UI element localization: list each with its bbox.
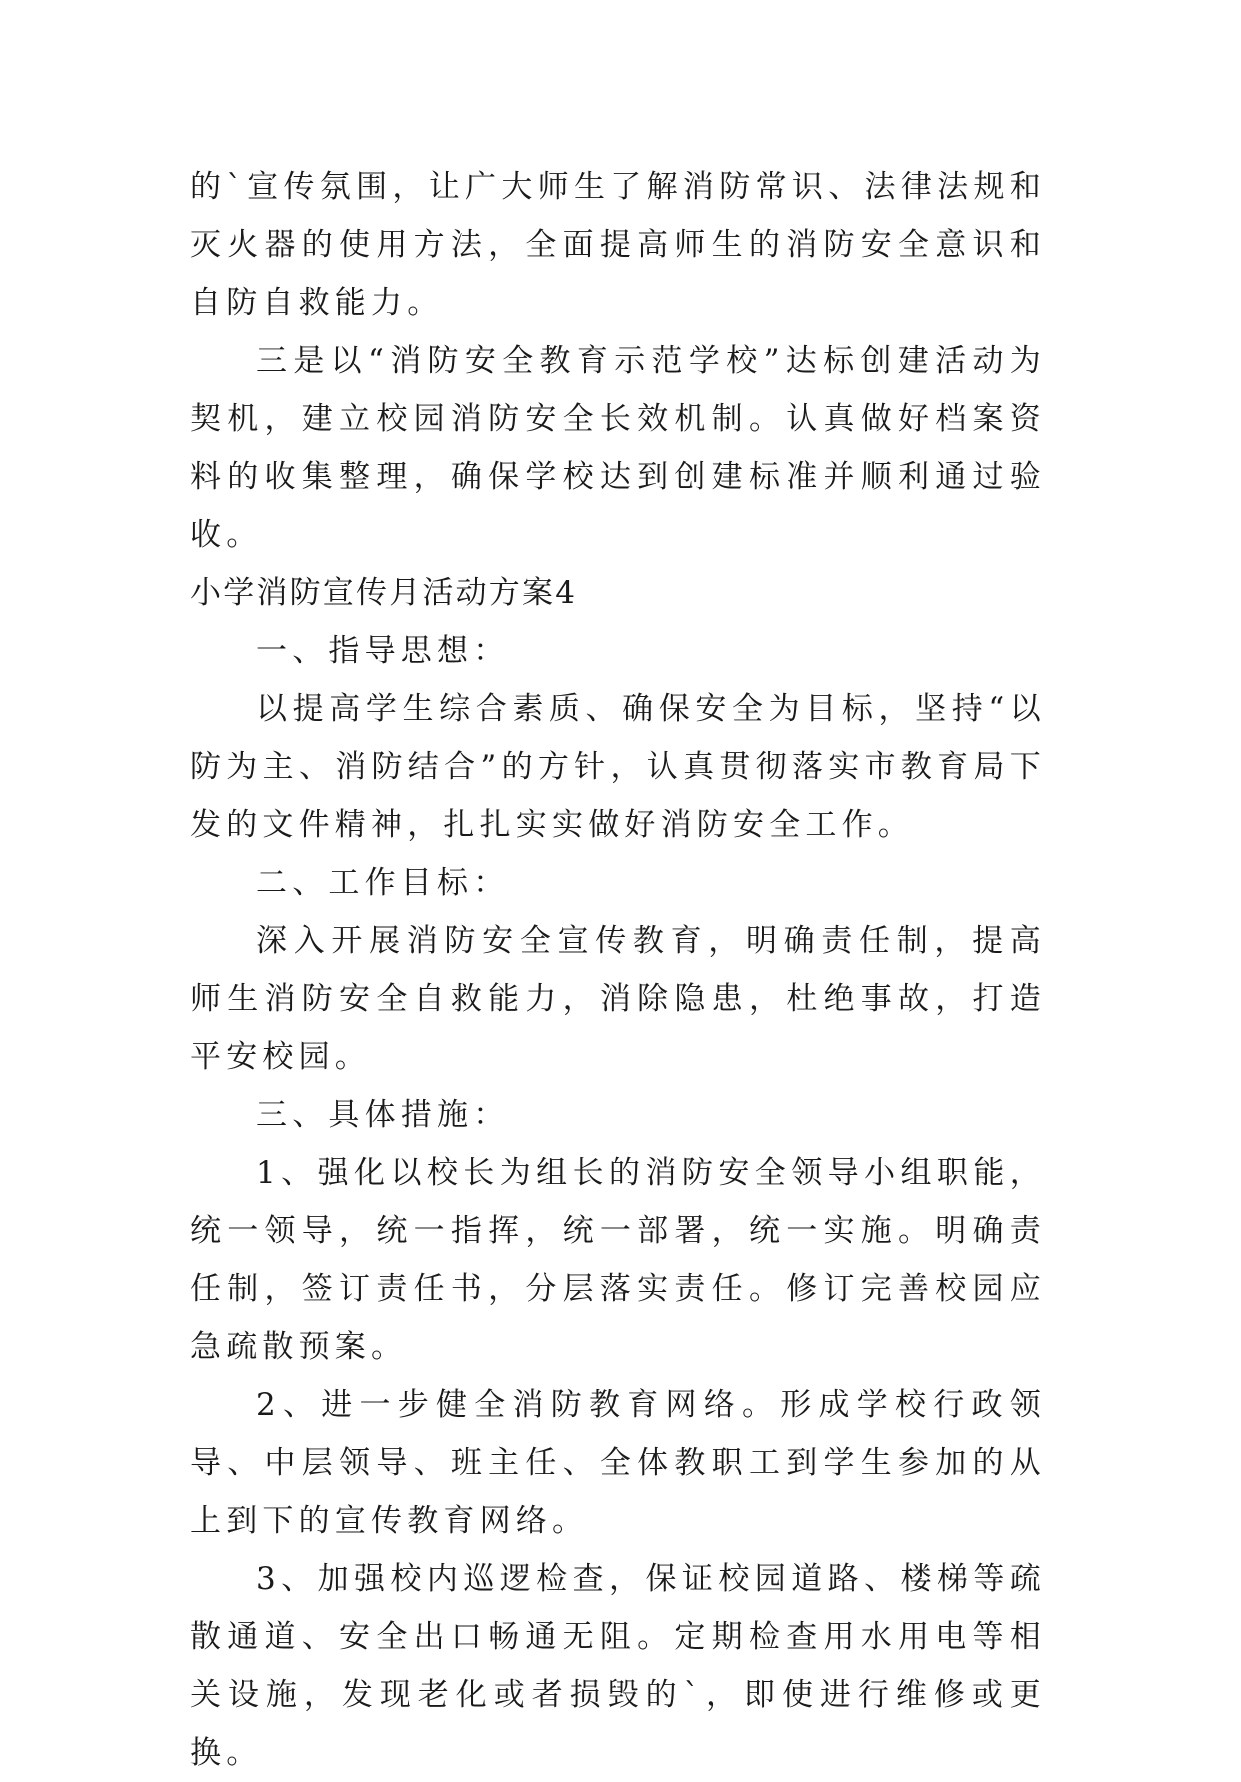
heading-measures: 三、具体措施： [256,1097,510,1133]
measure-item-2: 2、进一步健全消防教育网络。形成学校行政领导、中层领导、班主任、全体教职工到学生参加的从上到下的宣传教育网络。 [190,1387,1046,1539]
paragraph-guiding-thought: 以提高学生综合素质、确保安全为目标，坚持“以防为主、消防结合”的方针，认真贯彻落实市教育局下发的文件精神，扎扎实实做好消防安全工作。 [190,691,1046,843]
heading-work-goals: 二、工作目标： [256,865,510,901]
paragraph-work-goals: 深入开展消防安全宣传教育，明确责任制，提高师生消防安全自救能力，消除隐患，杜绝事故，打造平安校园。 [190,923,1046,1075]
paragraph-continuation: 的`宣传氛围，让广大师生了解消防常识、法律法规和灭火器的使用方法，全面提高师生的消防安全意识和自防自救能力。 [190,169,1046,321]
measure-item-3: 3、加强校内巡逻检查，保证校园道路、楼梯等疏散通道、安全出口畅通无阻。定期检查用水用电等相关设施，发现老化或者损毁的`，即使进行维修或更换。 [190,1561,1046,1771]
paragraph-point-three: 三是以“消防安全教育示范学校”达标创建活动为契机，建立校园消防安全长效机制。认真做好档案资料的收集整理，确保学校达到创建标准并顺利通过验收。 [190,343,1046,553]
document-body [190,158,1046,1782]
section-title: 小学消防宣传月活动方案4 [190,575,578,611]
heading-guiding-thought: 一、指导思想： [256,633,510,669]
measure-item-1: 1、强化以校长为组长的消防安全领导小组职能，统一领导，统一指挥，统一部署，统一实施。明确责任制，签订责任书，分层落实责任。修订完善校园应急疏散预案。 [190,1155,1046,1365]
